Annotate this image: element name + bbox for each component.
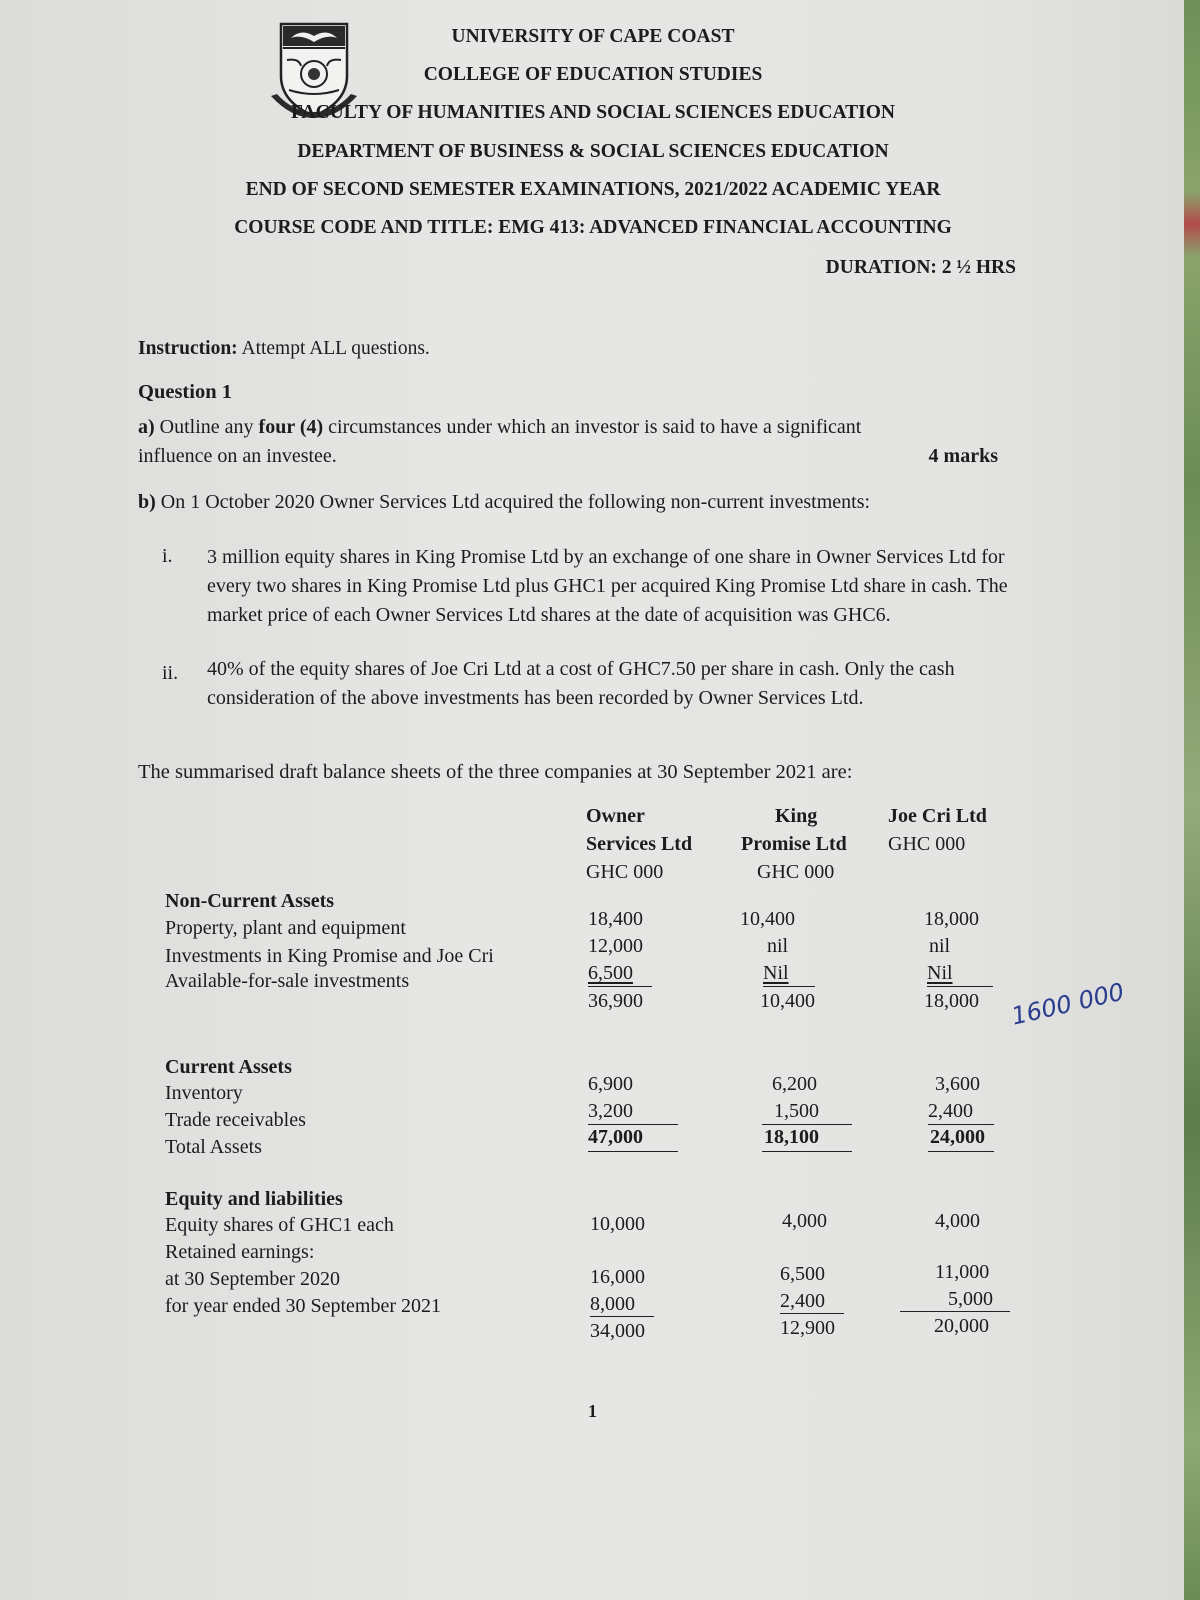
cell-investments-joecri: nil — [929, 935, 951, 957]
row-total-assets-label: Total Assets — [165, 1136, 262, 1158]
col-king-line2: Promise Ltd — [741, 833, 847, 855]
row-re-2020-label: at 30 September 2020 — [165, 1268, 340, 1290]
cell-re-2020-joecri: 11,000 — [935, 1261, 990, 1283]
col-king-unit: GHC 000 — [757, 861, 835, 883]
row-re-2021-label: for year ended 30 September 2021 — [165, 1295, 442, 1317]
cell-equity-shares-king: 4,000 — [782, 1210, 827, 1232]
underline-afs-king — [763, 986, 815, 987]
part-a-label: a) — [138, 416, 155, 438]
col-king-line1: King — [775, 805, 818, 827]
instruction-text: Attempt ALL questions. — [241, 338, 430, 359]
col-owner-line1: Owner — [586, 805, 645, 827]
col-joecri-line1: Joe Cri Ltd — [888, 805, 987, 827]
row-receivables-label: Trade receivables — [165, 1109, 306, 1131]
university-name: UNIVERSITY OF CAPE COAST — [451, 26, 735, 47]
part-b-text: On 1 October 2020 Owner Services Ltd acquired the following non-current investments: — [160, 491, 871, 513]
col-owner-line2: Services Ltd — [586, 833, 693, 855]
row-investments-label: Investments in King Promise and Joe Cri — [165, 945, 494, 967]
part-a-bold-text: four (4) — [258, 416, 324, 438]
underline-total-assets-king — [762, 1151, 852, 1152]
cell-nca-total-joecri: 18,000 — [924, 990, 979, 1012]
underline-receivables-owner — [588, 1124, 678, 1125]
underline-receivables-king — [762, 1124, 852, 1125]
cell-inventory-king: 6,200 — [772, 1073, 817, 1095]
course-title: COURSE CODE AND TITLE: EMG 413: ADVANCED FINANCIAL ACCOUNTING — [234, 217, 952, 238]
row-afs-label: Available-for-sale investments — [165, 970, 410, 992]
cell-nca-total-king: 10,400 — [760, 990, 815, 1012]
cell-afs-king: Nil — [763, 962, 789, 984]
underline-total-assets-joecri — [928, 1151, 994, 1152]
cell-receivables-king: 1,500 — [774, 1100, 819, 1122]
cell-total-assets-king: 18,100 — [764, 1126, 819, 1148]
cell-equity-shares-owner: 10,000 — [590, 1213, 645, 1235]
department-name: DEPARTMENT OF BUSINESS & SOCIAL SCIENCES EDUCATION — [297, 141, 889, 162]
section-equity: Equity and liabilities — [165, 1188, 343, 1210]
background-edge — [1184, 0, 1200, 1600]
list-item-marker-ii: ii. — [162, 662, 179, 684]
balance-sheet-intro: The summarised draft balance sheets of the three companies at 30 September 2021 are: — [138, 761, 853, 783]
cell-equity-total-owner: 34,000 — [590, 1320, 645, 1342]
faculty-name: FACULTY OF HUMANITIES AND SOCIAL SCIENCES EDUCATION — [291, 102, 895, 123]
exam-duration: DURATION: 2 ½ HRS — [825, 257, 1016, 278]
col-owner-unit: GHC 000 — [586, 861, 664, 883]
cell-total-assets-joecri: 24,000 — [930, 1126, 985, 1148]
part-a-line2: influence on an investee. — [138, 444, 337, 467]
cell-afs-owner: 6,500 — [588, 962, 633, 984]
part-a-text-cont: circumstances under which an investor is said to have a significant — [328, 416, 862, 438]
part-b-label: b) — [138, 491, 156, 513]
underline-afs-owner — [588, 986, 652, 987]
cell-equity-total-king: 12,900 — [780, 1317, 835, 1339]
page-number: 1 — [588, 1401, 597, 1421]
underline-receivables-joecri — [928, 1124, 994, 1125]
cell-nca-total-owner: 36,900 — [588, 990, 643, 1012]
section-non-current-assets: Non-Current Assets — [165, 890, 335, 912]
list-item-marker-i: i. — [162, 545, 173, 567]
college-name: COLLEGE OF EDUCATION STUDIES — [423, 64, 763, 85]
question-title: Question 1 — [138, 381, 232, 403]
cell-total-assets-owner: 47,000 — [588, 1126, 643, 1148]
underline-re-2021-king — [780, 1313, 844, 1314]
cell-inventory-owner: 6,900 — [588, 1073, 633, 1095]
row-ppe-label: Property, plant and equipment — [165, 917, 406, 939]
handwritten-note: 1600 000 — [1008, 977, 1127, 1031]
section-current-assets: Current Assets — [165, 1056, 292, 1078]
row-retained-label: Retained earnings: — [165, 1241, 315, 1263]
underline-total-assets-owner — [588, 1151, 678, 1152]
cell-afs-joecri: Nil — [927, 962, 953, 984]
cell-investments-king: nil — [767, 935, 789, 957]
cell-receivables-owner: 3,200 — [588, 1100, 633, 1122]
cell-equity-shares-joecri: 4,000 — [935, 1210, 980, 1232]
row-equity-shares-label: Equity shares of GHC1 each — [165, 1214, 394, 1236]
question-part-a — [138, 413, 998, 470]
col-joecri-unit: GHC 000 — [888, 833, 966, 855]
instruction — [138, 338, 430, 360]
cell-equity-total-joecri: 20,000 — [934, 1315, 989, 1337]
exam-title: END OF SECOND SEMESTER EXAMINATIONS, 2021/2022 ACADEMIC YEAR — [245, 179, 941, 200]
part-a-text: Outline any — [159, 416, 254, 438]
list-item-i-text: 3 million equity shares in King Promise Ltd by an exchange of one share in Owner Services Ltd for every two shares in King Promise Ltd plus GHC1 per acquired King Promise Ltd share in cash. The market price of each Owner Services Ltd shares at the date of acquisition was GHC6. — [207, 546, 1008, 626]
underline-afs-joecri — [927, 986, 993, 987]
underline-re-2021-owner — [590, 1316, 654, 1317]
cell-re-2020-king: 6,500 — [780, 1263, 825, 1285]
cell-inventory-joecri: 3,600 — [935, 1073, 980, 1095]
cell-ppe-joecri: 18,000 — [924, 908, 979, 930]
cell-re-2021-joecri: 5,000 — [948, 1288, 993, 1310]
cell-re-2021-owner: 8,000 — [590, 1293, 635, 1315]
cell-investments-owner: 12,000 — [588, 935, 643, 957]
cell-re-2020-owner: 16,000 — [590, 1266, 645, 1288]
underline-re-2021-joecri — [900, 1311, 1010, 1312]
instruction-label: Instruction: — [138, 338, 238, 359]
part-a-marks: 4 marks — [928, 444, 998, 467]
cell-receivables-joecri: 2,400 — [928, 1100, 973, 1122]
cell-ppe-king: 10,400 — [740, 908, 795, 930]
cell-re-2021-king: 2,400 — [780, 1290, 825, 1312]
question-part-b — [138, 488, 1038, 517]
row-inventory-label: Inventory — [165, 1082, 243, 1104]
list-item-ii-text: 40% of the equity shares of Joe Cri Ltd at a cost of GHC7.50 per share in cash. Only the cash consideration of the above investments has been recorded by Owner Services Ltd. — [207, 658, 955, 709]
cell-ppe-owner: 18,400 — [588, 908, 643, 930]
